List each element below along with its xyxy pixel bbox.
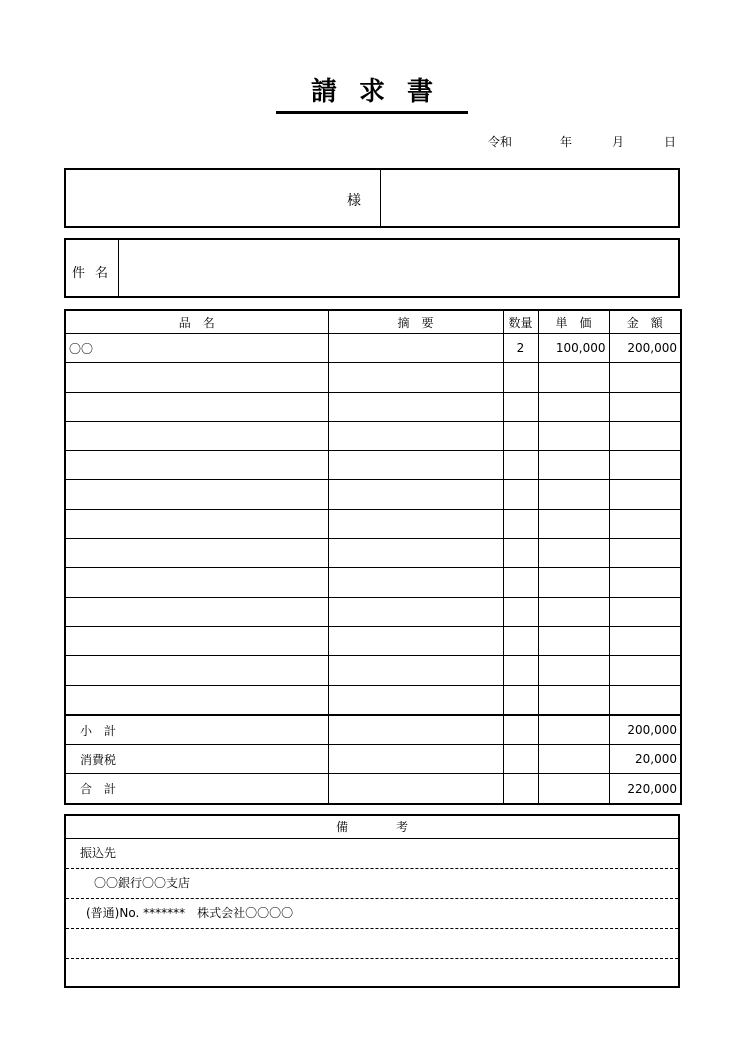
- table-row: [65, 685, 681, 715]
- summary-amount: 200,000: [609, 715, 681, 745]
- table-row: [65, 568, 681, 597]
- cell-quantity: [503, 509, 538, 538]
- cell-item-name: [65, 568, 328, 597]
- cell-unit-price: [538, 539, 609, 568]
- summary-cell: [538, 745, 609, 774]
- cell-description: [328, 568, 503, 597]
- summary-cell: [503, 715, 538, 745]
- summary-label: 消費税: [65, 745, 328, 774]
- summary-row-tax: [65, 745, 681, 774]
- summary-cell: [503, 745, 538, 774]
- table-row: [65, 626, 681, 655]
- cell-description: [328, 392, 503, 421]
- summary-cell: [503, 774, 538, 804]
- table-row: [65, 480, 681, 509]
- cell-amount: 200,000: [609, 334, 681, 363]
- cell-item-name: [65, 656, 328, 685]
- cell-description: [328, 656, 503, 685]
- cell-unit-price: [538, 421, 609, 450]
- cell-unit-price: 100,000: [538, 334, 609, 363]
- document-title: 請求書: [310, 77, 455, 107]
- cell-amount: [609, 480, 681, 509]
- cell-quantity: [503, 568, 538, 597]
- cell-item-name: 〇〇: [65, 334, 328, 363]
- cell-item-name: [65, 539, 328, 568]
- title-underline: [276, 111, 468, 114]
- cell-quantity: [503, 392, 538, 421]
- cell-quantity: [503, 539, 538, 568]
- summary-amount: 220,000: [609, 774, 681, 804]
- table-row: [65, 539, 681, 568]
- table-row: [65, 656, 681, 685]
- cell-amount: [609, 568, 681, 597]
- cell-item-name: [65, 685, 328, 715]
- subject-divider: [118, 240, 119, 296]
- date-day: 日: [664, 135, 677, 149]
- cell-item-name: [65, 480, 328, 509]
- table-row: [65, 597, 681, 626]
- cell-description: [328, 480, 503, 509]
- cell-quantity: [503, 363, 538, 392]
- table-row: [65, 392, 681, 421]
- cell-quantity: [503, 626, 538, 655]
- cell-amount: [609, 685, 681, 715]
- cell-unit-price: [538, 597, 609, 626]
- items-table: [64, 309, 682, 805]
- summary-amount: 20,000: [609, 745, 681, 774]
- table-row: [65, 421, 681, 450]
- cell-description: [328, 597, 503, 626]
- cell-description: [328, 334, 503, 363]
- summary-label: 小 計: [65, 715, 328, 745]
- table-row: [65, 451, 681, 480]
- recipient-divider: [380, 170, 381, 226]
- notes-line: (普通)No. ******* 株式会社〇〇〇〇: [66, 899, 678, 929]
- cell-item-name: [65, 451, 328, 480]
- cell-amount: [609, 626, 681, 655]
- cell-amount: [609, 597, 681, 626]
- header-amount: 金 額: [609, 310, 681, 334]
- subject-box: [64, 238, 680, 298]
- subject-label: 件名: [72, 266, 119, 281]
- cell-unit-price: [538, 363, 609, 392]
- cell-description: [328, 626, 503, 655]
- cell-item-name: [65, 392, 328, 421]
- cell-description: [328, 539, 503, 568]
- recipient-suffix: 様: [347, 193, 361, 209]
- cell-unit-price: [538, 451, 609, 480]
- table-row: [65, 509, 681, 538]
- cell-amount: [609, 539, 681, 568]
- cell-unit-price: [538, 480, 609, 509]
- cell-description: [328, 451, 503, 480]
- cell-unit-price: [538, 509, 609, 538]
- table-row: [65, 334, 681, 363]
- date-year: 年: [560, 135, 573, 149]
- cell-amount: [609, 421, 681, 450]
- header-quantity: 数量: [503, 310, 538, 334]
- cell-quantity: [503, 421, 538, 450]
- summary-cell: [328, 745, 503, 774]
- cell-unit-price: [538, 392, 609, 421]
- cell-item-name: [65, 421, 328, 450]
- date-era: 令和: [488, 135, 513, 149]
- summary-row-subtotal: [65, 715, 681, 745]
- cell-amount: [609, 392, 681, 421]
- date-month: 月: [612, 135, 625, 149]
- cell-amount: [609, 656, 681, 685]
- cell-quantity: [503, 656, 538, 685]
- cell-description: [328, 509, 503, 538]
- table-header-row: [65, 310, 681, 334]
- recipient-box: [64, 168, 680, 228]
- cell-item-name: [65, 363, 328, 392]
- notes-line: 〇〇銀行〇〇支店: [66, 869, 678, 899]
- summary-cell: [538, 715, 609, 745]
- summary-cell: [328, 774, 503, 804]
- notes-line: [66, 929, 678, 959]
- cell-item-name: [65, 509, 328, 538]
- cell-description: [328, 363, 503, 392]
- cell-unit-price: [538, 568, 609, 597]
- cell-quantity: 2: [503, 334, 538, 363]
- notes-line: [66, 959, 678, 988]
- cell-quantity: [503, 451, 538, 480]
- notes-box: [64, 814, 680, 988]
- cell-amount: [609, 451, 681, 480]
- cell-amount: [609, 363, 681, 392]
- header-item-name: 品 名: [65, 310, 328, 334]
- cell-item-name: [65, 626, 328, 655]
- cell-item-name: [65, 597, 328, 626]
- cell-quantity: [503, 597, 538, 626]
- summary-row-total: [65, 774, 681, 804]
- notes-heading: 備考: [66, 816, 678, 839]
- summary-label: 合 計: [65, 774, 328, 804]
- cell-unit-price: [538, 656, 609, 685]
- notes-line: 振込先: [66, 839, 678, 869]
- table-row: [65, 363, 681, 392]
- cell-quantity: [503, 685, 538, 715]
- cell-unit-price: [538, 685, 609, 715]
- cell-unit-price: [538, 626, 609, 655]
- cell-description: [328, 685, 503, 715]
- cell-quantity: [503, 480, 538, 509]
- summary-cell: [538, 774, 609, 804]
- header-unit-price: 単 価: [538, 310, 609, 334]
- header-description: 摘 要: [328, 310, 503, 334]
- cell-amount: [609, 509, 681, 538]
- summary-cell: [328, 715, 503, 745]
- cell-description: [328, 421, 503, 450]
